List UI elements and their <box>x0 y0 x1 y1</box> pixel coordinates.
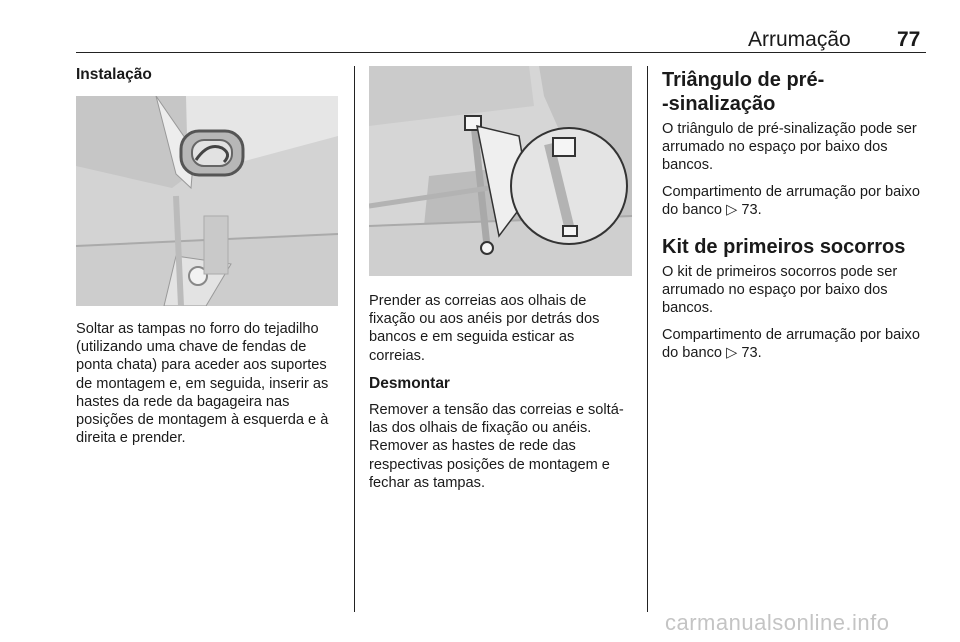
illustration-roof-mount <box>76 96 338 306</box>
xref-page-link[interactable]: 73. <box>741 344 762 361</box>
header-rule <box>76 52 926 53</box>
xref-text: Compartimento de arrumação por baixo do banco <box>662 326 920 361</box>
column-divider-left <box>354 66 355 612</box>
heading-triangulo-line2: -sinalização <box>662 93 776 115</box>
column-2 <box>369 292 633 500</box>
paragraph-compartimento-2 <box>662 326 928 362</box>
xref-text: Compartimento de arrumação por baixo do banco <box>662 183 920 218</box>
arrow-right-outline-icon: ▷ <box>726 201 738 218</box>
column-3 <box>662 68 928 370</box>
xref-page-link[interactable]: 73. <box>741 201 762 218</box>
heading-instalacao: Instalação <box>76 66 152 83</box>
heading-kit-socorros: Kit de primeiros socorros <box>662 236 906 259</box>
paragraph-desmontar: Remover a tensão das correias e soltá-las dos olhais de fixação ou anéis. Remover as hastes de rede das respectivas posições de montagem e fechar as tampas. <box>369 402 624 491</box>
paragraph-kit-socorros: O kit de primeiros socorros pode ser arrumado no espaço por baixo dos bancos. <box>662 264 898 317</box>
arrow-right-outline-icon: ▷ <box>726 344 738 361</box>
column-1-body <box>76 320 342 455</box>
paragraph-instalacao: Soltar as tampas no forro do tejadilho (utilizando uma chave de fendas de ponta chata) para aceder aos suportes de montagem e, em seguida, inserir as hastes da rede da bagageira nas posições de montagem à esquerda e à direita e prender. <box>76 321 329 447</box>
column-divider-right <box>647 66 648 612</box>
column-1 <box>76 66 342 92</box>
illustration-strap-attachment <box>369 66 632 276</box>
paragraph-prender: Prender as correias aos olhais de fixação ou aos anéis por detrás dos bancos e em seguida esticar as correias. <box>369 293 600 364</box>
page-number: 77 <box>897 28 921 51</box>
heading-triangulo-line1: Triângulo de pré- <box>662 69 825 91</box>
section-title: Arrumação <box>748 28 851 51</box>
paragraph-compartimento-1 <box>662 183 928 219</box>
heading-desmontar: Desmontar <box>369 374 450 392</box>
paragraph-triangulo: O triângulo de pré-sinalização pode ser arrumado no espaço por baixo dos bancos. <box>662 121 917 174</box>
watermark: carmanualsonline.info <box>665 610 890 635</box>
